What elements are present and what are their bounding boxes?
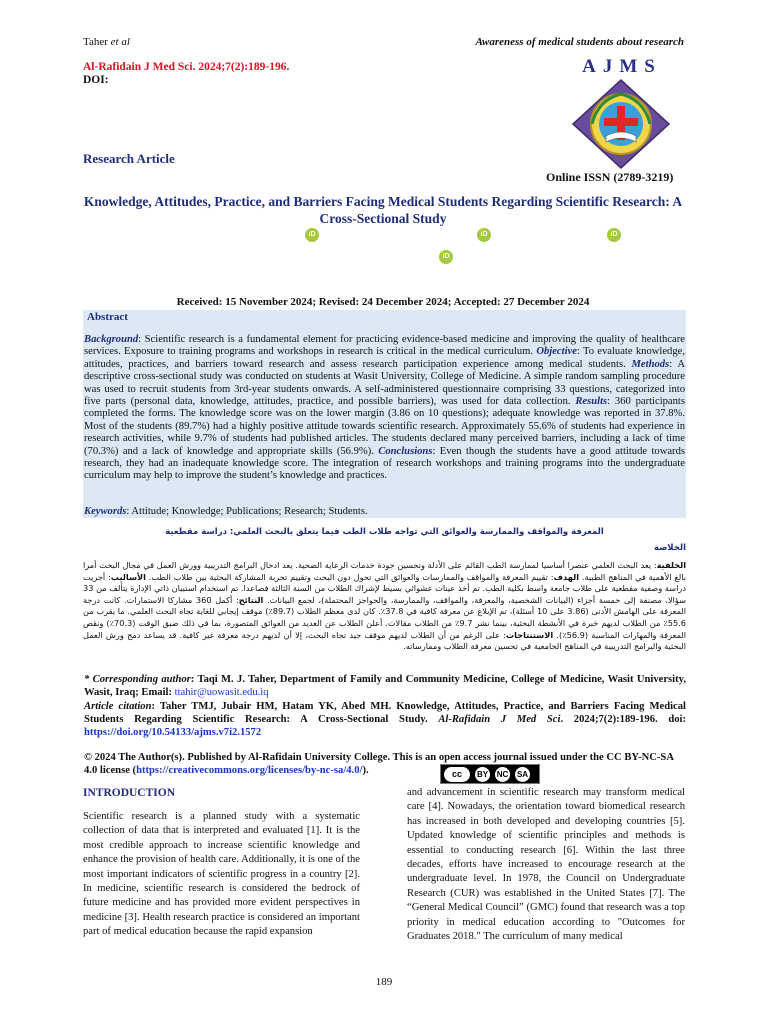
corresponding-author: * Corresponding author: Taqi M. J. Taher, Department of Family and Community Medicine, College of Medicine, Wasit University, Wasit, Iraq; Email: ttahir@uowasit.edu.iq bbox=[84, 674, 686, 698]
doi-label: DOI: bbox=[83, 74, 109, 86]
intro-column-left: Scientific research is a planned study with a systematic collection of data that is interpreted and evaluated [1]. It is the most credible approach to increase scientific knowledge and enhance the provision of health care. Additionally, it is one of the most important indicators of scientific progress in a country [2]. In medicine, scientific research is considered the bedrock of future medicine and has provided more evident perspectives in medicine [3]. Health research practice is considered an important part of medical education because the rapid expansion bbox=[83, 811, 360, 938]
arabic-abstract-text: الخلفية: يعد البحث العلمي عنصرا أساسيا لممارسة الطب القائم على الأدلة وتحسين جودة خدمات الرعاية الصحية. يعد ادخال البرامج التدريبية وورش العمل في مجال البحث أمرا بالغ الأهمية في المناهج الطبية. الهدف: تقييم المعرفة والمواقف والممارسات والعوائق التي تحول دون البحث وتقييم تجربة المشاركة البحثية بين طلاب الطب. الأساليب: أجريت دراسة وصفية مقطعية على طلاب جامعة واسط بكلية الطب. تم أخذ عينات عشوائي بسيط لإشراك الطلاب من السنة الثالثة فصاعدا. تم استخدام استبيان ذاتي الإدارة يتألف من 33 سؤالا، مصنفة إلى خمسة أجزاء (البيانات الشخصية، والمعرفة، والمواقف، والممارسة، والحواجز المحتملة)، لجمع البيانات. النتائج: أكمل 360 مشاركا الاستمارات. كانت درجة المعرفة على الهامش الأدنى (3.86 على 10 أسئلة)، تم الإبلاغ عن معرفة كافية في 37.8٪. كان لدى معظم الطلاب (89.7٪) موقف إيجابي للغاية تجاه البحث العلمي. ما يقرب من 55.6٪ من الطلاب لديهم خبرة في الأنشطة البحثية، بينما نشر 9.7٪ من الطلاب مقالات. أعلن الطلاب عن العديد من العوائق المتصورة، بما في ذلك ضيق الوقت (70.3٪) ونقص المعرفة والمهارات المناسبة (56.9٪). الاستنتاجات: على الرغم من أن الطلاب لديهم موقف جيد تجاه البحث، إلا أن لديهم درجة معرفة غير كافية. قد يساعد دمج ورش العمل البحثية والبرامج التدريبية في المناهج الجامعية في تحسين معرفة الطلاب وممارساته. bbox=[83, 560, 687, 652]
abstract-heading: Abstract bbox=[87, 311, 128, 323]
article-type: Research Article bbox=[83, 151, 175, 166]
article-title: Knowledge, Attitudes, Practice, and Barriers Facing Medical Students Regarding Scientific Research: A Cross-Sectional Study bbox=[83, 194, 683, 226]
copyright-notice: © 2024 The Author(s). Published by Al-Rafidain University College. This is an open access journal issued under the CC BY-NC-SA 4.0 license (https://creativecommons.org/licenses/by-nc-sa/4.0/). bbox=[84, 752, 674, 776]
intro-column-right: and advancement in scientific research may transform medical care [4]. Nowadays, the orientation toward biomedical research has increased in both developed and developing countries [5]. Updated knowledge of scientific principles and methods is essential to conducting research [6]. Within the last three decades, efforts have increased to encourage research at the undergraduate level. In 1978, the Council on Undergraduate Research (CUR) was established in the United States [7]. The “General Medical Council” (GMC) found that research was a top priority in medical education according to "Outcomes for Graduates 2018." The curriculum of many medical bbox=[407, 787, 685, 943]
journal-logo-text: AJMS bbox=[582, 56, 662, 77]
abstract-text: Background: Scientific research is a fundamental element for practicing evidence-based medicine and improving the quality of healthcare services. Exposure to training programs and workshops in research is critical in the medical curriculum. Objective: To evaluate knowledge, attitudes, practices, and barriers toward research and assess research participation experience among medical students. Methods: A descriptive cross-sectional study was conducted on students at Wasit University, College of Medicine. A simple random sampling procedure was used to recruit students from 3rd-year students onwards. A self-administered questionnaire comprising 33 questions, categorized into five parts (personal data, knowledge, attitudes, practice, and possible barriers), was used for data collection. Results: 360 participants completed the forms. The knowledge score was on the lower margin (3.86 on 10 questions); adequate knowledge was reported in 37.8%. Most of the students (89.7%) had a highly positive attitude towards scientific research. Approximately 55.6% of students had experience in research activities, while 9.7% of students had published articles. The students declared many perceived barriers, including a lack of time (70.3%) and a lack of knowledge and appropriate skills (56.9%). Conclusions: Even though the students have a good attitude towards research, they had an inadequate knowledge score. The integration of research workshops and training programs into the undergraduate curriculum may help to improve the student’s knowledge and practices. bbox=[84, 334, 685, 482]
journal-issn: Online ISSN (2789-3219) bbox=[546, 170, 674, 184]
by-icon: BY bbox=[475, 767, 490, 782]
article-citation: Article citation: Taher TMJ, Jubair HM, Hatam YK, Abed MH. Knowledge, Attitudes, Practice, and Barriers Facing Medical Students Regarding Scientific Research: A Cross-Sectional Study. Al-Rafidain J Med Sci. 2024;7(2):189-196. doi: https://doi.org/10.54133/ajms.v7i2.1572 bbox=[84, 701, 686, 738]
arabic-abstract-heading: الخلاصة bbox=[653, 543, 686, 553]
keywords: Keywords: Attitude; Knowledge; Publications; Research; Students. bbox=[84, 506, 368, 517]
results-label: Results bbox=[575, 396, 608, 408]
journal-logo-emblem bbox=[570, 78, 672, 170]
nc-icon: NC bbox=[495, 767, 510, 782]
orcid-icon[interactable]: iD bbox=[477, 228, 491, 242]
license-link[interactable]: https://creativecommons.org/licenses/by-nc-sa/4.0/ bbox=[136, 765, 363, 776]
author-etal: et al bbox=[110, 36, 130, 48]
running-header-title: Awareness of medical students about research bbox=[475, 36, 684, 48]
author-email-link[interactable]: ttahir@uowasit.edu.iq bbox=[174, 686, 269, 698]
methods-label: Methods bbox=[631, 358, 670, 370]
article-dates: Received: 15 November 2024; Revised: 24 December 2024; Accepted: 27 December 2024 bbox=[176, 296, 590, 308]
journal-citation: Al-Rafidain J Med Sci. 2024;7(2):189-196. bbox=[83, 61, 290, 73]
corresponding-author-label: * Corresponding author bbox=[84, 674, 191, 685]
doi-link[interactable]: https://doi.org/10.54133/ajms.v7i2.1572 bbox=[84, 726, 262, 738]
orcid-icon[interactable]: iD bbox=[439, 250, 453, 264]
background-label: Background bbox=[84, 334, 139, 345]
cc-license-badge[interactable] bbox=[440, 764, 540, 784]
arabic-title: المعرفة والمواقف والممارسة والعوائق التي تواجه طلاب الطب فيما يتعلق بالبحث العلمي: دراسة مقطعية bbox=[165, 527, 604, 537]
sa-icon: SA bbox=[515, 767, 530, 782]
orcid-icon[interactable]: iD bbox=[305, 228, 319, 242]
article-citation-label: Article citation bbox=[84, 701, 152, 712]
orcid-icon[interactable]: iD bbox=[607, 228, 621, 242]
running-header-author bbox=[83, 36, 130, 48]
conclusions-label: Conclusions bbox=[378, 445, 433, 457]
cc-icon: cc bbox=[444, 767, 470, 782]
keywords-label: Keywords bbox=[84, 506, 127, 517]
page-number: 189 bbox=[375, 976, 393, 988]
objective-label: Objective bbox=[536, 346, 577, 358]
author-name: Taher bbox=[83, 36, 108, 48]
introduction-heading: INTRODUCTION bbox=[83, 787, 176, 799]
